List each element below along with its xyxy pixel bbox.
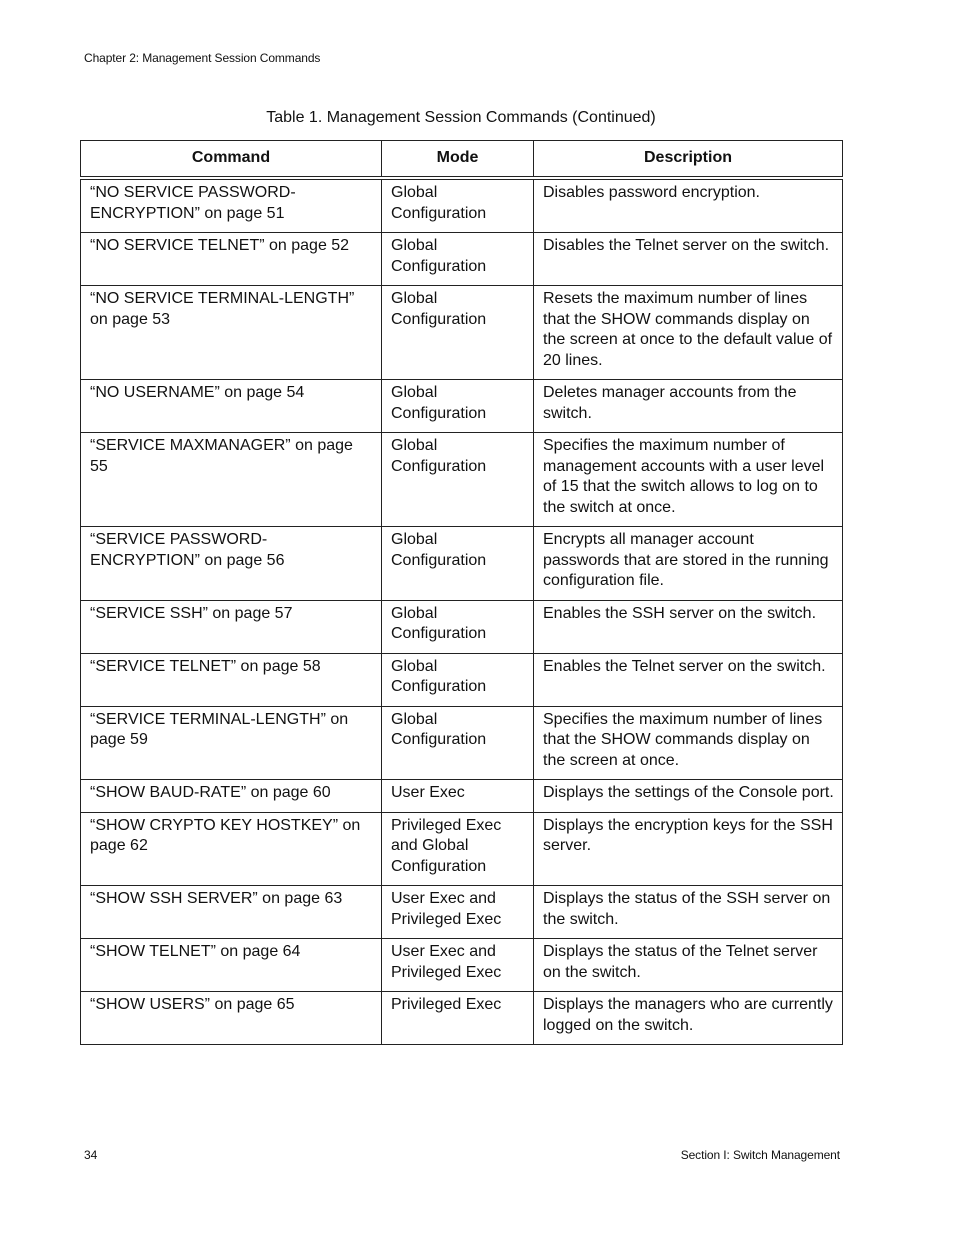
mode-cell: User Exec and Privileged Exec <box>382 886 534 939</box>
mode-cell: Global Configuration <box>382 706 534 780</box>
table-row <box>81 780 843 813</box>
description-cell: Disables the Telnet server on the switch. <box>534 233 843 286</box>
table-row <box>81 233 843 286</box>
command-cell: “NO USERNAME” on page 54 <box>81 380 382 433</box>
table-row <box>81 653 843 706</box>
command-cell: “SERVICE PASSWORD-ENCRYPTION” on page 56 <box>81 527 382 601</box>
mode-cell: Global Configuration <box>382 380 534 433</box>
mode-cell: Global Configuration <box>382 433 534 527</box>
mode-cell: Privileged Exec and Global Configuration <box>382 812 534 886</box>
mode-cell: Global Configuration <box>382 600 534 653</box>
description-cell: Resets the maximum number of lines that the SHOW commands display on the screen at once to the default value of 20 lines. <box>534 286 843 380</box>
description-cell: Displays the encryption keys for the SSH server. <box>534 812 843 886</box>
description-cell: Displays the settings of the Console port. <box>534 780 843 813</box>
description-cell: Enables the SSH server on the switch. <box>534 600 843 653</box>
description-cell: Disables password encryption. <box>534 178 843 233</box>
description-cell: Displays the status of the Telnet server on the switch. <box>534 939 843 992</box>
table-row <box>81 527 843 601</box>
table-row <box>81 380 843 433</box>
table-row <box>81 812 843 886</box>
table-header-row <box>81 141 843 179</box>
command-cell: “NO SERVICE TELNET” on page 52 <box>81 233 382 286</box>
command-cell: “SERVICE TELNET” on page 58 <box>81 653 382 706</box>
table-body <box>81 178 843 1045</box>
command-cell: “SHOW CRYPTO KEY HOSTKEY” on page 62 <box>81 812 382 886</box>
column-header-mode: Mode <box>382 141 534 179</box>
table-row <box>81 939 843 992</box>
mode-cell: Global Configuration <box>382 178 534 233</box>
table-row <box>81 433 843 527</box>
description-cell: Specifies the maximum number of lines that the SHOW commands display on the screen at once. <box>534 706 843 780</box>
page-number: 34 <box>84 1148 98 1162</box>
mode-cell: Global Configuration <box>382 527 534 601</box>
command-cell: “SHOW SSH SERVER” on page 63 <box>81 886 382 939</box>
mode-cell: User Exec and Privileged Exec <box>382 939 534 992</box>
column-header-command: Command <box>81 141 382 179</box>
description-cell: Enables the Telnet server on the switch. <box>534 653 843 706</box>
command-cell: “SHOW USERS” on page 65 <box>81 992 382 1045</box>
command-cell: “NO SERVICE TERMINAL-LENGTH” on page 53 <box>81 286 382 380</box>
table-row <box>81 600 843 653</box>
table-row <box>81 886 843 939</box>
command-cell: “SERVICE TERMINAL-LENGTH” on page 59 <box>81 706 382 780</box>
commands-table <box>80 140 843 1045</box>
description-cell: Displays the status of the SSH server on the switch. <box>534 886 843 939</box>
command-cell: “SHOW BAUD-RATE” on page 60 <box>81 780 382 813</box>
description-cell: Deletes manager accounts from the switch. <box>534 380 843 433</box>
description-cell: Specifies the maximum number of management accounts with a user level of 15 that the switch allows to log on to the switch at once. <box>534 433 843 527</box>
running-header: Chapter 2: Management Session Commands <box>84 51 321 65</box>
mode-cell: Global Configuration <box>382 653 534 706</box>
command-cell: “SHOW TELNET” on page 64 <box>81 939 382 992</box>
description-cell: Displays the managers who are currently logged on the switch. <box>534 992 843 1045</box>
mode-cell: User Exec <box>382 780 534 813</box>
mode-cell: Privileged Exec <box>382 992 534 1045</box>
table-row <box>81 706 843 780</box>
mode-cell: Global Configuration <box>382 233 534 286</box>
command-cell: “NO SERVICE PASSWORD-ENCRYPTION” on page 51 <box>81 178 382 233</box>
table-caption: Table 1. Management Session Commands (Continued) <box>266 109 656 126</box>
running-footer-section: Section I: Switch Management <box>680 1148 840 1162</box>
command-cell: “SERVICE SSH” on page 57 <box>81 600 382 653</box>
mode-cell: Global Configuration <box>382 286 534 380</box>
column-header-description: Description <box>534 141 843 179</box>
command-cell: “SERVICE MAXMANAGER” on page 55 <box>81 433 382 527</box>
table-row <box>81 992 843 1045</box>
description-cell: Encrypts all manager account passwords that are stored in the running configuration file. <box>534 527 843 601</box>
table-row <box>81 286 843 380</box>
table-row <box>81 178 843 233</box>
